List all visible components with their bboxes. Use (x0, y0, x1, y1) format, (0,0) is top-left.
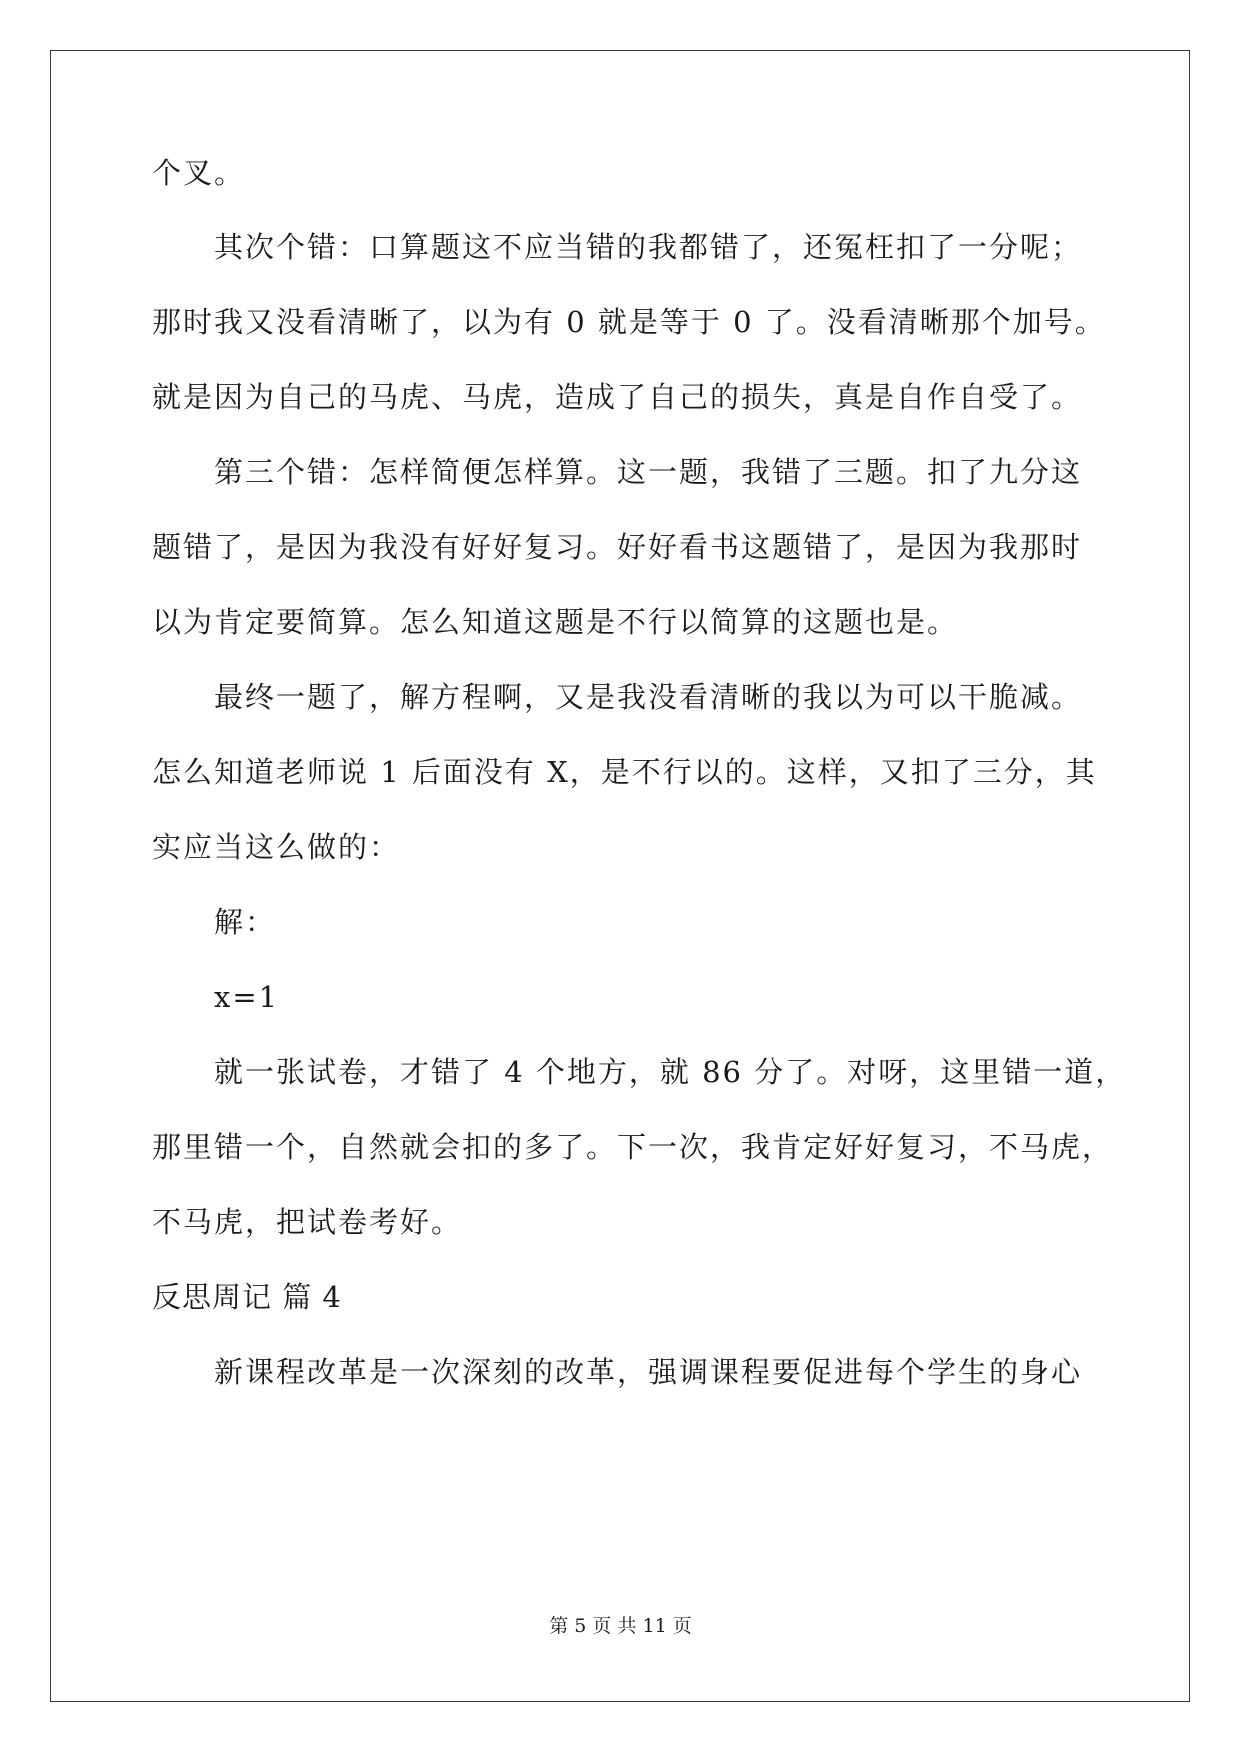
text-line: 实应当这么做的： (152, 830, 401, 864)
text-line: 不马虎，把试卷考好。 (152, 1205, 463, 1239)
text-line: 个叉。 (152, 156, 246, 190)
text-line: 最终一题了，解方程啊，又是我没看清晰的我以为可以干脆减。 (214, 680, 1083, 714)
text-line: 新课程改革是一次深刻的改革，强调课程要促进每个学生的身心 (214, 1355, 1083, 1389)
text-line: 那里错一个，自然就会扣的多了。下一次，我肯定好好复习，不马虎， (152, 1130, 1114, 1164)
text-line: 那时我又没看清晰了，以为有 0 就是等于 0 了。没看清晰那个加号。 (152, 305, 1106, 339)
text-line: 其次个错：口算题这不应当错的我都错了，还冤枉扣了一分呢； (214, 230, 1083, 264)
equation-line: x=1 (214, 980, 280, 1014)
text-line: 就一张试卷，才错了 4 个地方，就 86 分了。对呀，这里错一道， (214, 1055, 1127, 1089)
text-line: 解： (214, 905, 277, 939)
text-line: 就是因为自己的马虎、马虎，造成了自己的损失，真是自作自受了。 (152, 380, 1083, 414)
text-line: 以为肯定要简算。怎么知道这题是不行以简算的这题也是。 (152, 605, 959, 639)
page-number: 第 5 页 共 11 页 (549, 1615, 692, 1637)
text-line: 题错了，是因为我没有好好复习。好好看书这题错了，是因为我那时 (152, 530, 1083, 564)
section-heading: 反思周记 篇 4 (152, 1280, 342, 1314)
text-line: 第三个错：怎样简便怎样算。这一题，我错了三题。扣了九分这 (214, 455, 1083, 489)
page-frame (50, 50, 1190, 1702)
text-line: 怎么知道老师说 1 后面没有 X，是不行以的。这样，又扣了三分，其 (152, 755, 1097, 789)
